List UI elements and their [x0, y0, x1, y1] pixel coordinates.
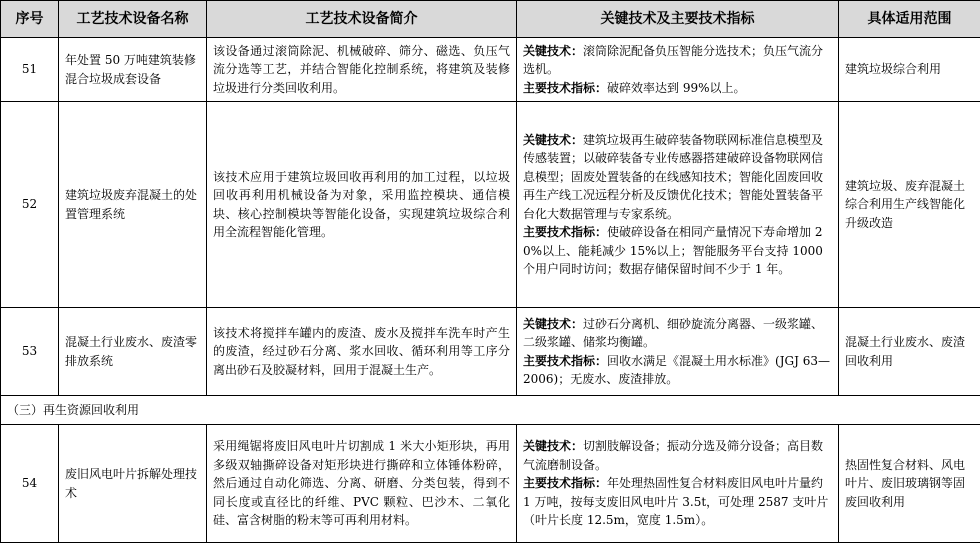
equipment-intro: 该技术应用于建筑垃圾回收再利用的加工过程，以垃圾回收再利用机械设备为对象，采用监控模块、通信模块、核心控制模块等智能化设备，实现建筑垃圾综合利用全流程智能化管理。	[207, 102, 517, 308]
main-index-label: 主要技术指标：	[523, 476, 608, 491]
key-tech-text: 切割肢解设备；振动分选及筛分设备；高目数气流磨制设备。	[523, 439, 824, 472]
key-tech-line	[523, 315, 832, 352]
section-row	[1, 396, 980, 425]
applicable-scope: 建筑垃圾、废弃混凝土综合利用生产线智能化升级改造	[839, 102, 980, 308]
main-index-text: 使破碎设备在相同产量情况下寿命增加 20%以上、能耗减少 15%以上；智能服务平台支持 1000 个用户同时访问；数据存储保留时间不少于 1 年。	[523, 225, 823, 276]
key-tech-label: 关键技术：	[523, 132, 584, 147]
key-tech-cell	[517, 425, 839, 543]
key-tech-cell	[517, 308, 839, 396]
table-header-row	[1, 1, 980, 38]
row-number: 52	[1, 102, 59, 308]
key-tech-label: 关键技术：	[523, 43, 584, 58]
header-scope: 具体适用范围	[839, 1, 980, 38]
equipment-name: 混凝土行业废水、废渣零排放系统	[59, 308, 207, 396]
main-index-label: 主要技术指标：	[523, 80, 608, 95]
equipment-intro: 该技术将搅拌车罐内的废渣、废水及搅拌车洗车时产生的废渣，经过砂石分离、浆水回收、循环利用等工序分离出砂石及胶凝材料，回用于混凝土生产。	[207, 308, 517, 396]
table-row	[1, 425, 980, 543]
key-tech-cell	[517, 102, 839, 308]
applicable-scope: 热固性复合材料、风电叶片、废旧玻璃钢等固废回收利用	[839, 425, 980, 543]
equipment-name: 年处置 50 万吨建筑装修混合垃圾成套设备	[59, 38, 207, 102]
main-index-text: 破碎效率达到 99%以上。	[607, 80, 746, 95]
key-tech-cell	[517, 38, 839, 102]
header-no: 序号	[1, 1, 59, 38]
header-intro: 工艺技术设备简介	[207, 1, 517, 38]
key-tech-line	[523, 42, 832, 79]
applicable-scope: 建筑垃圾综合利用	[839, 38, 980, 102]
header-key-tech: 关键技术及主要技术指标	[517, 1, 839, 38]
row-number: 53	[1, 308, 59, 396]
header-name: 工艺技术设备名称	[59, 1, 207, 38]
main-index-line	[523, 352, 832, 389]
row-number: 54	[1, 425, 59, 543]
section-title: （三）再生资源回收利用	[1, 396, 980, 425]
main-index-label: 主要技术指标：	[523, 225, 608, 239]
key-tech-label: 关键技术：	[523, 316, 584, 331]
key-tech-line	[523, 437, 832, 474]
main-index-text: 年处理热固性复合材料废旧风电叶片量约 1 万吨，按每支废旧风电叶片 3.5t，可处理 2587 支叶片（叶片长度 12.5m，宽度 1.5m）。	[523, 476, 829, 528]
key-tech-text: 滚筒除泥配备负压智能分选技术；负压气流分选机。	[523, 43, 824, 77]
main-index-label: 主要技术指标：	[523, 353, 608, 368]
main-index-line	[523, 79, 832, 98]
equipment-intro: 采用绳锯将废旧风电叶片切割成 1 米大小矩形块，再用多级双轴撕碎设备对矩形块进行撕碎和立体锤体粉碎，然后通过自动化筛选、分离、研磨、分类包装，得到不同长度或直径比的纤维、PVC 颗粒、巴沙木、二氧化硅、富含树脂的粉末等可再利用材料。	[207, 425, 517, 543]
key-tech-text: 过砂石分离机、细砂旋流分离器、一级浆罐、二级浆罐、储浆均衡罐。	[523, 316, 824, 349]
applicable-scope: 混凝土行业废水、废渣回收利用	[839, 308, 980, 396]
key-tech-text: 建筑垃圾再生破碎装备物联网标准信息模型及传感装置；以破碎装备专业传感器搭建破碎设备物联网信息模型；固废处置装备的在线感知技术；智能化固废回收再生产线工况远程分析及反馈优化技术；智能处置装备平台化大数据管理与专家系统。	[523, 132, 824, 221]
row-number: 51	[1, 38, 59, 102]
main-index-text: 回收水满足《混凝土用水标准》(JGJ 63—2006)；无废水、废渣排放。	[523, 353, 830, 386]
main-index-line	[523, 223, 832, 279]
equipment-name: 废旧风电叶片拆解处理技术	[59, 425, 207, 543]
equipment-name: 建筑垃圾废弃混凝土的处置管理系统	[59, 102, 207, 308]
table-row	[1, 102, 980, 308]
equipment-intro: 该设备通过滚筒除泥、机械破碎、筛分、磁选、负压气流分选等工艺，并结合智能化控制系统，将建筑及装修垃圾进行分类回收利用。	[207, 38, 517, 102]
key-tech-line	[523, 131, 832, 224]
key-tech-label: 关键技术：	[523, 439, 584, 454]
main-index-line	[523, 474, 832, 530]
table-row	[1, 308, 980, 396]
table-row	[1, 38, 980, 102]
